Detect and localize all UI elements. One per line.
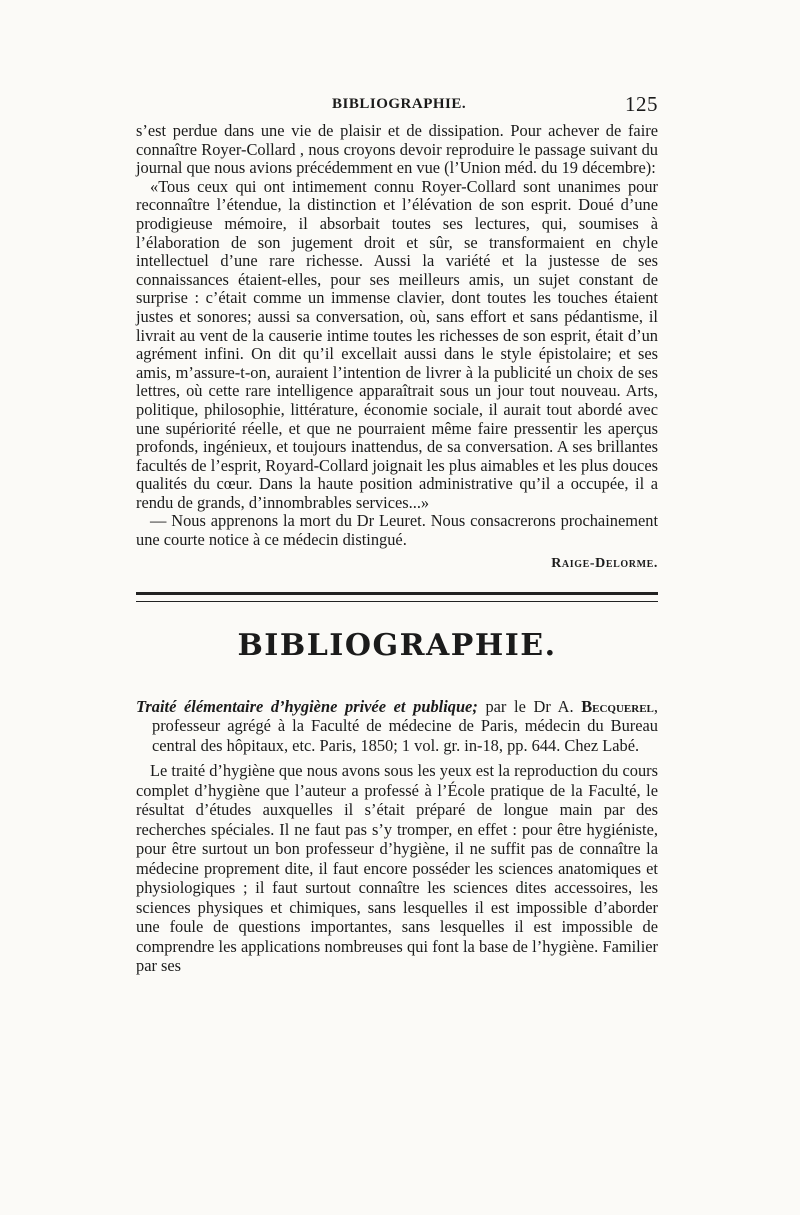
author-signature: Raige-Delorme. — [551, 555, 658, 571]
review-paragraph: Le traité d’hygiène que nous avons sous les yeux est la reproduction du cours complet d’hygiène que l’auteur a professé à l’École pratique de la Faculté, le résultat d’études auxquelles il s’était préparé de longue main par des recherches spéciales. Il ne faut pas s’y tromper, en effet : pour être hygiéniste, pour être surtout un bon professeur d’hygiène, il ne suffit pas de connaître la médecine proprement dite, il faut encore posséder les sciences anatomiques et physiologiques ; il faut surtout connaître les sciences dites accessoires, les sciences physiques et chimiques, sans lesquelles il est impossible d’aborder une foule de questions importantes, sans lesquelles il est impossible de comprendre les applications nombreuses qui font la base de l’hygiène. Familier par ses — [136, 761, 658, 976]
reference-details: , professeur agrégé à la Faculté de médecine de Paris, médecin du Bureau central des hôpitaux, etc. Paris, 1850; 1 vol. gr. in-18, pp. 644. Chez Labé. — [152, 696, 658, 755]
section-title: BIBLIOGRAPHIE. — [237, 627, 557, 663]
obituary-paragraph-1: s’est perdue dans une vie de plaisir et de dissipation. Pour achever de faire connaître Royer-Collard , nous croyons devoir reproduire le passage suivant du journal que nous avions précédemment en vue (l’Union méd. du 19 décembre): — [136, 121, 658, 178]
running-head — [136, 92, 658, 122]
section-divider — [136, 592, 658, 602]
obituary-section — [136, 122, 658, 572]
book-title: Traité élémentaire d’hygiène privée et publique; — [136, 696, 478, 716]
review-body — [136, 761, 658, 976]
reference-by: par le Dr A. — [477, 696, 582, 716]
obituary-quote: «Tous ceux qui ont intimement connu Royer-Collard sont unanimes pour reconnaître l’étendue, la distinction et l’élévation de son esprit. Doué d’une prodigieuse mémoire, il absorbait toutes ses lectures, qui, soumises à l’élaboration de son jugement droit et sûr, se transformaient en chyle intellectuel d’une rare richesse. Aussi la variété et la justesse de ses connaissances étaient-elles, pour ses meilleurs amis, un sujet constant de surprise : c’était comme un immense clavier, dont toutes les touches étaient justes et sonores; aussi sa conversation, où, sans effort et sans pédantisme, il livrait au vent de la causerie intime toutes les richesses de son esprit, était d’un agrément infini. On dit qu’il excellait aussi dans le style épistolaire; et ses amis, m’assure-t-on, auraient l’intention de livrer à la publicité un choix de ses lettres, où cette rare intelligence apparaîtrait sous un jour tout nouveau. Arts, politique, philosophie, littérature, économie sociale, il aurait tout abordé avec une supériorité réelle, et que ne pourraient même faire pressentir les aperçus profonds, ingénieux, et toujours inattendus, de sa conversation. A ses brillantes facultés de l’esprit, Royard-Collard joignait les plus aimables et les plus douces qualités du cœur. Dans la haute position administrative qu’il a occupée, il a rendu de grands, d’innombrables services...» — [136, 176, 658, 512]
book-author: Becquerel — [581, 696, 654, 716]
obituary-notice: — Nous apprenons la mort du Dr Leuret. Nous consacrerons prochainement une courte notice à ce médecin distingué. — [136, 511, 658, 550]
page-number: 125 — [625, 92, 658, 116]
running-head-title: BIBLIOGRAPHIE. — [332, 96, 467, 112]
book-page — [136, 92, 658, 976]
book-reference — [136, 697, 658, 756]
